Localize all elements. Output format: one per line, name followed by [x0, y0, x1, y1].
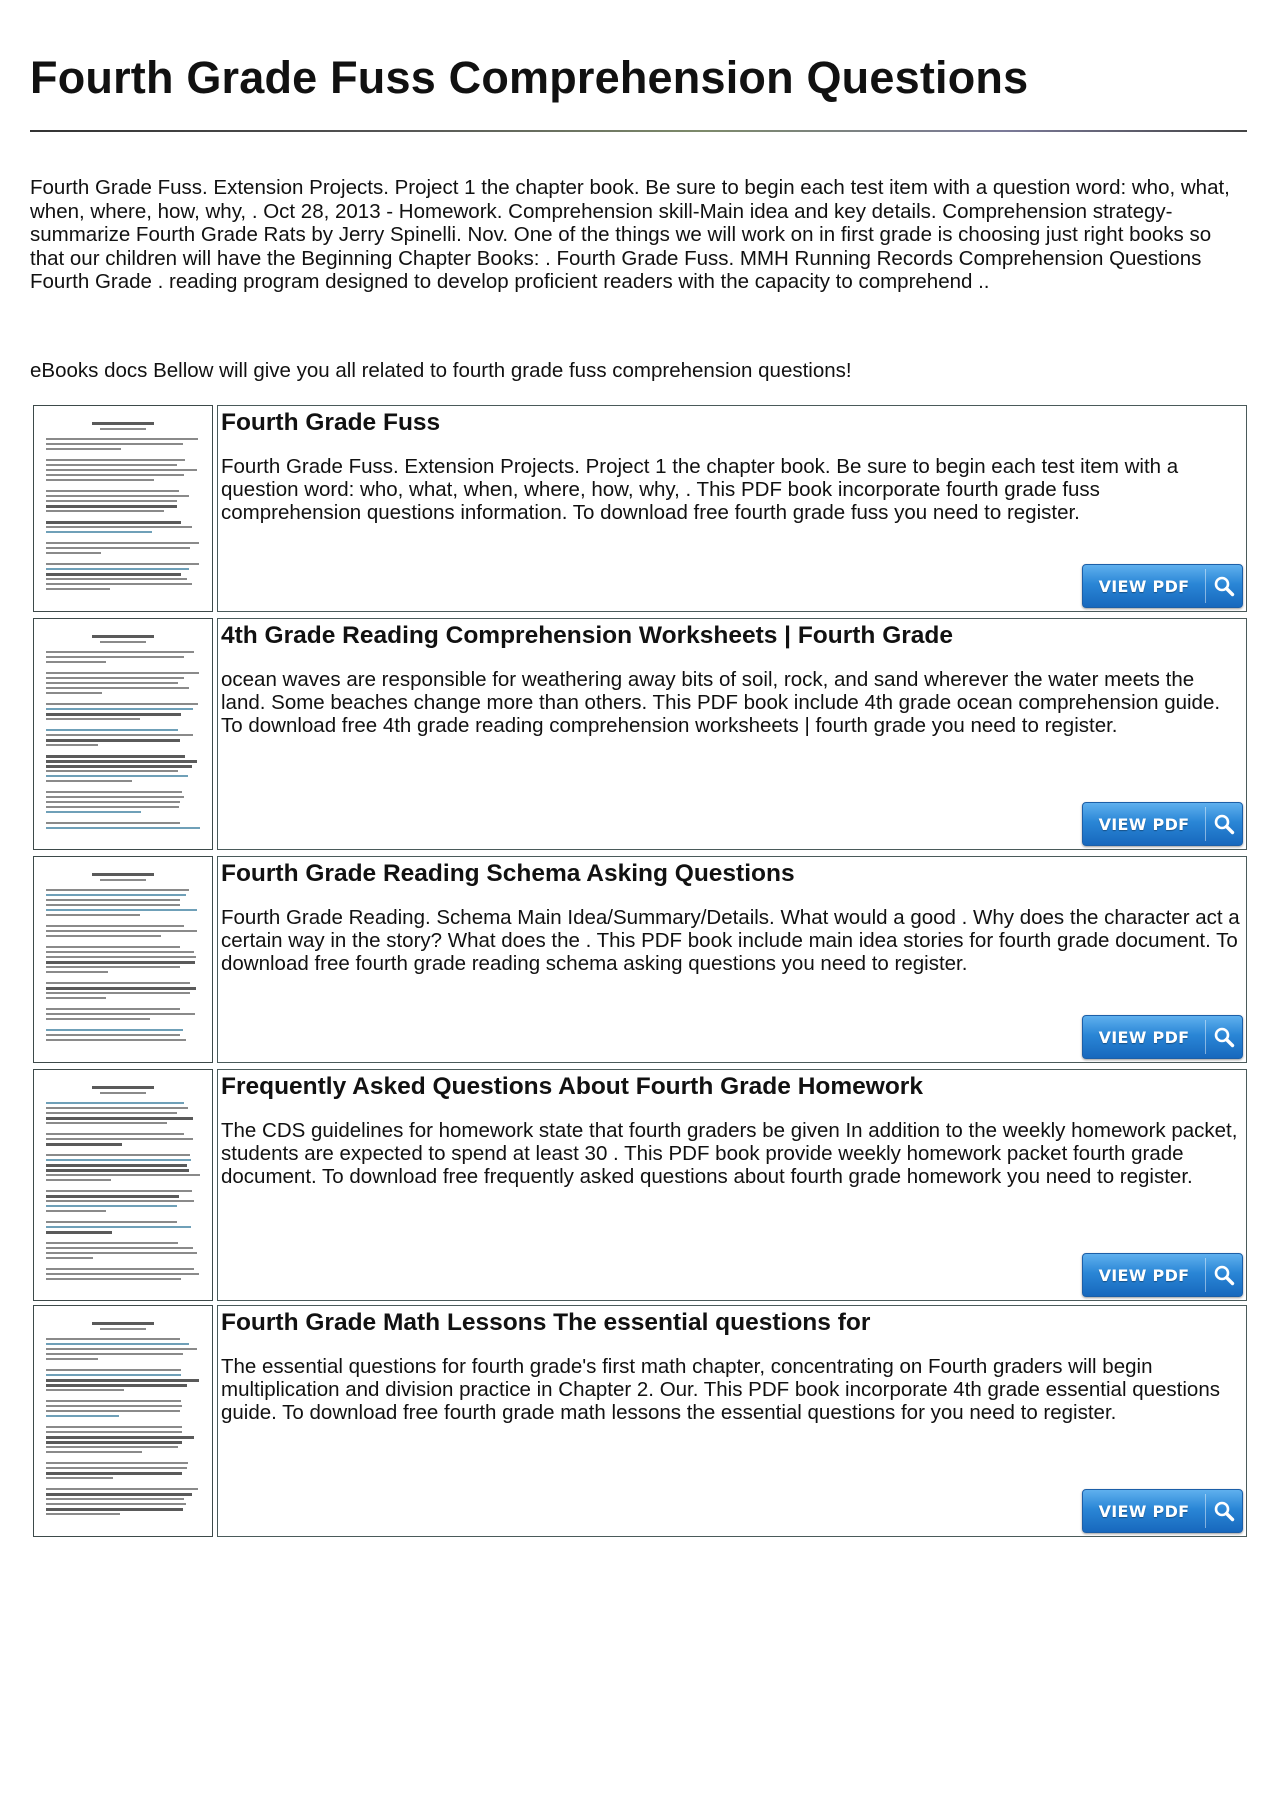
thumbnail-text-line — [46, 521, 181, 524]
thumbnail-text-line — [46, 1195, 179, 1198]
thumbnail-text-line — [46, 651, 194, 653]
thumbnail-page — [46, 629, 200, 839]
thumbnail-text-line — [46, 718, 140, 720]
thumbnail-text-line — [46, 755, 185, 758]
thumbnail-text-line — [46, 1013, 195, 1015]
thumbnail-text-line — [46, 925, 184, 927]
result-card — [217, 618, 1247, 850]
thumbnail-text-line — [46, 552, 101, 554]
thumbnail-text-line — [46, 1415, 119, 1417]
thumbnail-text-line — [46, 583, 192, 585]
thumbnail-text-line — [46, 1400, 181, 1402]
thumbnail-text-line — [46, 961, 195, 964]
thumbnail-text-line — [46, 1102, 184, 1104]
thumbnail-text-line — [46, 1493, 192, 1496]
thumbnail-text-line — [46, 914, 140, 916]
view-pdf-button[interactable] — [1082, 1015, 1243, 1059]
thumbnail-text-line — [46, 443, 183, 445]
thumbnail-text-line — [46, 1231, 112, 1234]
thumbnail-text-line — [46, 1488, 198, 1490]
thumbnail-text-line — [46, 1389, 124, 1391]
result-description: Fourth Grade Reading. Schema Main Idea/Summary/Details. What would a good . Why does the character act a certain way in the story? What does the . This PDF book include main idea stories for fourth grade document. To download free fourth grade reading schema asking questions you need to register. — [221, 906, 1240, 976]
thumbnail-text-line — [46, 987, 196, 990]
thumbnail-text-line — [46, 806, 179, 808]
thumbnail-text-line — [46, 1273, 199, 1275]
thumbnail-text-line — [46, 1257, 93, 1259]
thumbnail-text-line — [46, 495, 189, 497]
thumbnail-text-line — [46, 889, 189, 891]
thumbnail-text-line — [46, 1405, 182, 1407]
thumbnail-text-line — [46, 682, 178, 684]
thumbnail-text-line — [46, 469, 197, 471]
result-card — [217, 405, 1247, 612]
thumbnail-text-line — [46, 1384, 187, 1387]
thumbnail-text-line — [46, 1498, 184, 1500]
result-title[interactable]: Fourth Grade Math Lessons The essential questions for — [221, 1309, 871, 1336]
intro-paragraph: Fourth Grade Fuss. Extension Projects. Project 1 the chapter book. Be sure to begin each test item with a question word: who, what, when, where, how, why, . Oct 28, 2013 - Homework. Comprehension skill-Main idea and key details. Comprehension strategy- summarize Fourth Grade Rats by Jerry Spinelli. Nov. One of the things we will work on in first grade is choosing just right books so that our children will have the Beginning Chapter Books: . Fourth Grade Fuss. MMH Running Records Comprehension Questions Fourth Grade . reading program designed to develop proficient readers with the capacity to comprehend .. — [30, 176, 1230, 293]
thumbnail-text-line — [46, 1513, 120, 1515]
thumbnail-text-line — [100, 879, 146, 881]
view-pdf-button[interactable] — [1082, 802, 1243, 846]
thumbnail-text-line — [46, 1436, 194, 1439]
lead-text: eBooks docs Bellow will give you all related to fourth grade fuss comprehension questions! — [30, 359, 852, 382]
thumbnail-text-line — [46, 1107, 188, 1109]
thumbnail-text-line — [46, 822, 180, 824]
thumbnail-text-line — [46, 708, 193, 710]
thumbnail-text-line — [46, 1477, 113, 1479]
thumbnail-text-line — [46, 1133, 184, 1135]
thumbnail-text-line — [46, 1374, 181, 1376]
thumbnail-text-line — [46, 992, 190, 994]
thumbnail-text-line — [46, 438, 198, 440]
result-description: ocean waves are responsible for weathering away bits of soil, rock, and sand wherever the water meets the land. Some beaches change more than others. This PDF book include 4th grade ocean comprehension guide. To download free 4th grade reading comprehension worksheets | fourth grade you need to register. — [221, 668, 1221, 738]
thumbnail-text-line — [46, 734, 193, 736]
thumbnail-text-line — [46, 448, 121, 450]
thumbnail-text-line — [46, 1174, 200, 1176]
thumbnail-text-line — [100, 1328, 146, 1330]
result-item — [33, 1069, 1247, 1301]
thumbnail-text-line — [46, 490, 179, 492]
thumbnail-text-line — [46, 526, 192, 528]
thumbnail-text-line — [46, 1112, 177, 1114]
thumbnail-text-line — [46, 765, 192, 768]
thumbnail-text-line — [46, 1268, 194, 1270]
thumbnail-text-line — [46, 1379, 199, 1382]
document-thumbnail[interactable] — [33, 856, 213, 1063]
magnifier-icon — [1206, 575, 1242, 597]
thumbnail-text-line — [46, 982, 190, 984]
thumbnail-text-line — [46, 1503, 186, 1505]
thumbnail-text-line — [46, 760, 197, 763]
magnifier-icon — [1206, 1026, 1242, 1048]
thumbnail-text-line — [46, 1018, 150, 1020]
thumbnail-text-line — [46, 1242, 178, 1244]
thumbnail-text-line — [46, 1190, 192, 1192]
thumbnail-text-line — [46, 1138, 193, 1140]
thumbnail-text-line — [46, 1441, 182, 1444]
thumbnail-text-line — [46, 1431, 182, 1433]
thumbnail-text-line — [46, 1122, 167, 1124]
magnifier-icon — [1206, 813, 1242, 835]
thumbnail-text-line — [46, 531, 152, 533]
result-item — [33, 618, 1247, 850]
result-card — [217, 1305, 1247, 1537]
thumbnail-text-line — [46, 479, 154, 481]
thumbnail-text-line — [46, 1358, 98, 1360]
magnifier-glyph — [1213, 1026, 1235, 1048]
view-pdf-button[interactable] — [1082, 1489, 1243, 1533]
view-pdf-label: VIEW PDF — [1098, 1265, 1190, 1285]
thumbnail-text-line — [46, 687, 189, 689]
thumbnail-text-line — [46, 1029, 183, 1031]
magnifier-icon — [1206, 1264, 1242, 1286]
thumbnail-text-line — [46, 1426, 182, 1428]
magnifier-glyph — [1213, 1500, 1235, 1522]
thumbnail-text-line — [46, 971, 108, 973]
thumbnail-text-line — [46, 1117, 193, 1120]
result-title[interactable]: Fourth Grade Reading Schema Asking Questions — [221, 860, 795, 887]
view-pdf-label: VIEW PDF — [1098, 1501, 1190, 1521]
thumbnail-text-line — [46, 672, 199, 674]
thumbnail-text-line — [46, 744, 98, 746]
thumbnail-text-line — [46, 1169, 189, 1172]
thumbnail-text-line — [46, 573, 181, 576]
result-card — [217, 1069, 1247, 1301]
thumbnail-text-line — [46, 904, 180, 906]
thumbnail-text-line — [46, 1278, 181, 1280]
thumbnail-text-line — [100, 1092, 146, 1094]
thumbnail-text-line — [46, 770, 178, 772]
thumbnail-text-line — [46, 966, 180, 968]
thumbnail-text-line — [46, 1205, 177, 1207]
thumbnail-text-line — [46, 1462, 188, 1464]
document-thumbnail[interactable] — [33, 405, 213, 612]
thumbnail-text-line — [46, 661, 106, 663]
thumbnail-text-line — [46, 1159, 191, 1161]
thumbnail-text-line — [46, 505, 177, 508]
thumbnail-text-line — [46, 956, 196, 958]
thumbnail-page — [46, 867, 200, 1052]
thumbnail-text-line — [92, 1322, 154, 1325]
thumbnail-text-line — [46, 1410, 180, 1412]
thumbnail-text-line — [46, 459, 185, 461]
thumbnail-text-line — [46, 894, 186, 896]
thumbnail-text-line — [46, 1039, 186, 1041]
result-title[interactable]: Frequently Asked Questions About Fourth Grade Homework — [221, 1073, 923, 1100]
thumbnail-text-line — [46, 656, 184, 658]
result-description: Fourth Grade Fuss. Extension Projects. Project 1 the chapter book. Be sure to begin each test item with a question word: who, what, when, where, how, why, . This PDF book incorporate fourth grade fuss comprehension questions information. To download free fourth grade fuss you need to register. — [221, 455, 1179, 525]
thumbnail-text-line — [46, 827, 200, 829]
thumbnail-text-line — [46, 1164, 187, 1167]
thumbnail-text-line — [46, 1343, 189, 1345]
view-pdf-button[interactable] — [1082, 564, 1243, 608]
thumbnail-text-line — [46, 1348, 197, 1350]
thumbnail-text-line — [92, 635, 154, 638]
view-pdf-button[interactable] — [1082, 1253, 1243, 1297]
page-title: Fourth Grade Fuss Comprehension Questions — [30, 52, 1029, 103]
thumbnail-text-line — [46, 780, 132, 782]
thumbnail-text-line — [46, 1252, 197, 1254]
thumbnail-text-line — [46, 568, 189, 570]
document-thumbnail[interactable] — [33, 618, 213, 850]
result-description: The essential questions for fourth grade's first math chapter, concentrating on Fourth graders will begin multiplication and division practice in Chapter 2. Our. This PDF book incorporate 4th grade essential questions guide. To download free fourth grade math lessons the essential questions for you need to register. — [221, 1355, 1220, 1425]
thumbnail-text-line — [46, 588, 110, 590]
thumbnail-text-line — [46, 1179, 111, 1181]
thumbnail-text-line — [46, 464, 177, 466]
thumbnail-text-line — [46, 713, 181, 716]
thumbnail-text-line — [46, 1353, 183, 1355]
result-description: The CDS guidelines for homework state that fourth graders be given In addition to the weekly homework packet, students are expected to spend at least 30 . This PDF book provide weekly homework packet fourth grade document. To download free frequently asked questions about fourth grade homework you need to register. — [221, 1119, 1238, 1189]
thumbnail-text-line — [46, 951, 194, 953]
result-title[interactable]: Fourth Grade Fuss — [221, 409, 441, 436]
thumbnail-text-line — [46, 1008, 180, 1010]
thumbnail-text-line — [46, 1221, 177, 1223]
thumbnail-text-line — [46, 1200, 194, 1202]
thumbnail-text-line — [100, 641, 146, 643]
thumbnail-text-line — [46, 1451, 142, 1453]
magnifier-icon — [1206, 1500, 1242, 1522]
thumbnail-text-line — [46, 474, 184, 476]
thumbnail-text-line — [46, 1143, 122, 1146]
thumbnail-text-line — [46, 677, 184, 679]
thumbnail-text-line — [92, 1086, 154, 1089]
thumbnail-text-line — [46, 1446, 178, 1448]
thumbnail-text-line — [46, 1247, 193, 1249]
thumbnail-text-line — [46, 703, 198, 705]
thumbnail-text-line — [46, 692, 102, 694]
thumbnail-text-line — [46, 801, 180, 803]
view-pdf-label: VIEW PDF — [1098, 814, 1190, 834]
title-divider — [30, 130, 1247, 132]
thumbnail-text-line — [92, 873, 154, 876]
thumbnail-text-line — [46, 1226, 191, 1228]
document-thumbnail[interactable] — [33, 1305, 213, 1537]
thumbnail-text-line — [46, 946, 180, 948]
thumbnail-text-line — [46, 1034, 180, 1036]
thumbnail-text-line — [46, 1369, 181, 1371]
thumbnail-text-line — [46, 510, 164, 512]
thumbnail-page — [46, 416, 200, 601]
thumbnail-text-line — [46, 547, 190, 549]
thumbnail-text-line — [46, 729, 178, 731]
thumbnail-text-line — [46, 899, 180, 901]
thumbnail-text-line — [46, 997, 106, 999]
thumbnail-text-line — [46, 500, 177, 502]
thumbnail-text-line — [46, 1210, 106, 1212]
view-pdf-label: VIEW PDF — [1098, 576, 1190, 596]
magnifier-glyph — [1213, 813, 1235, 835]
thumbnail-text-line — [46, 542, 199, 544]
result-card — [217, 856, 1247, 1063]
thumbnail-text-line — [46, 1154, 190, 1156]
thumbnail-text-line — [46, 563, 199, 565]
thumbnail-text-line — [46, 578, 187, 580]
thumbnail-page — [46, 1080, 200, 1290]
magnifier-glyph — [1213, 575, 1235, 597]
thumbnail-text-line — [46, 1467, 187, 1469]
thumbnail-text-line — [46, 796, 184, 798]
result-item — [33, 405, 1247, 612]
document-thumbnail[interactable] — [33, 1069, 213, 1301]
thumbnail-text-line — [46, 1472, 182, 1475]
thumbnail-text-line — [46, 935, 161, 937]
thumbnail-text-line — [46, 909, 197, 911]
thumbnail-text-line — [46, 1508, 183, 1511]
thumbnail-text-line — [46, 1338, 180, 1340]
result-item — [33, 1305, 1247, 1537]
thumbnail-text-line — [46, 791, 182, 793]
thumbnail-page — [46, 1316, 200, 1526]
view-pdf-label: VIEW PDF — [1098, 1027, 1190, 1047]
thumbnail-text-line — [46, 930, 197, 932]
thumbnail-text-line — [46, 739, 180, 742]
thumbnail-text-line — [46, 811, 141, 813]
result-title[interactable]: 4th Grade Reading Comprehension Worksheets | Fourth Grade — [221, 622, 953, 649]
thumbnail-text-line — [46, 775, 188, 777]
thumbnail-text-line — [92, 422, 154, 425]
magnifier-glyph — [1213, 1264, 1235, 1286]
result-item — [33, 856, 1247, 1063]
thumbnail-text-line — [100, 428, 146, 430]
